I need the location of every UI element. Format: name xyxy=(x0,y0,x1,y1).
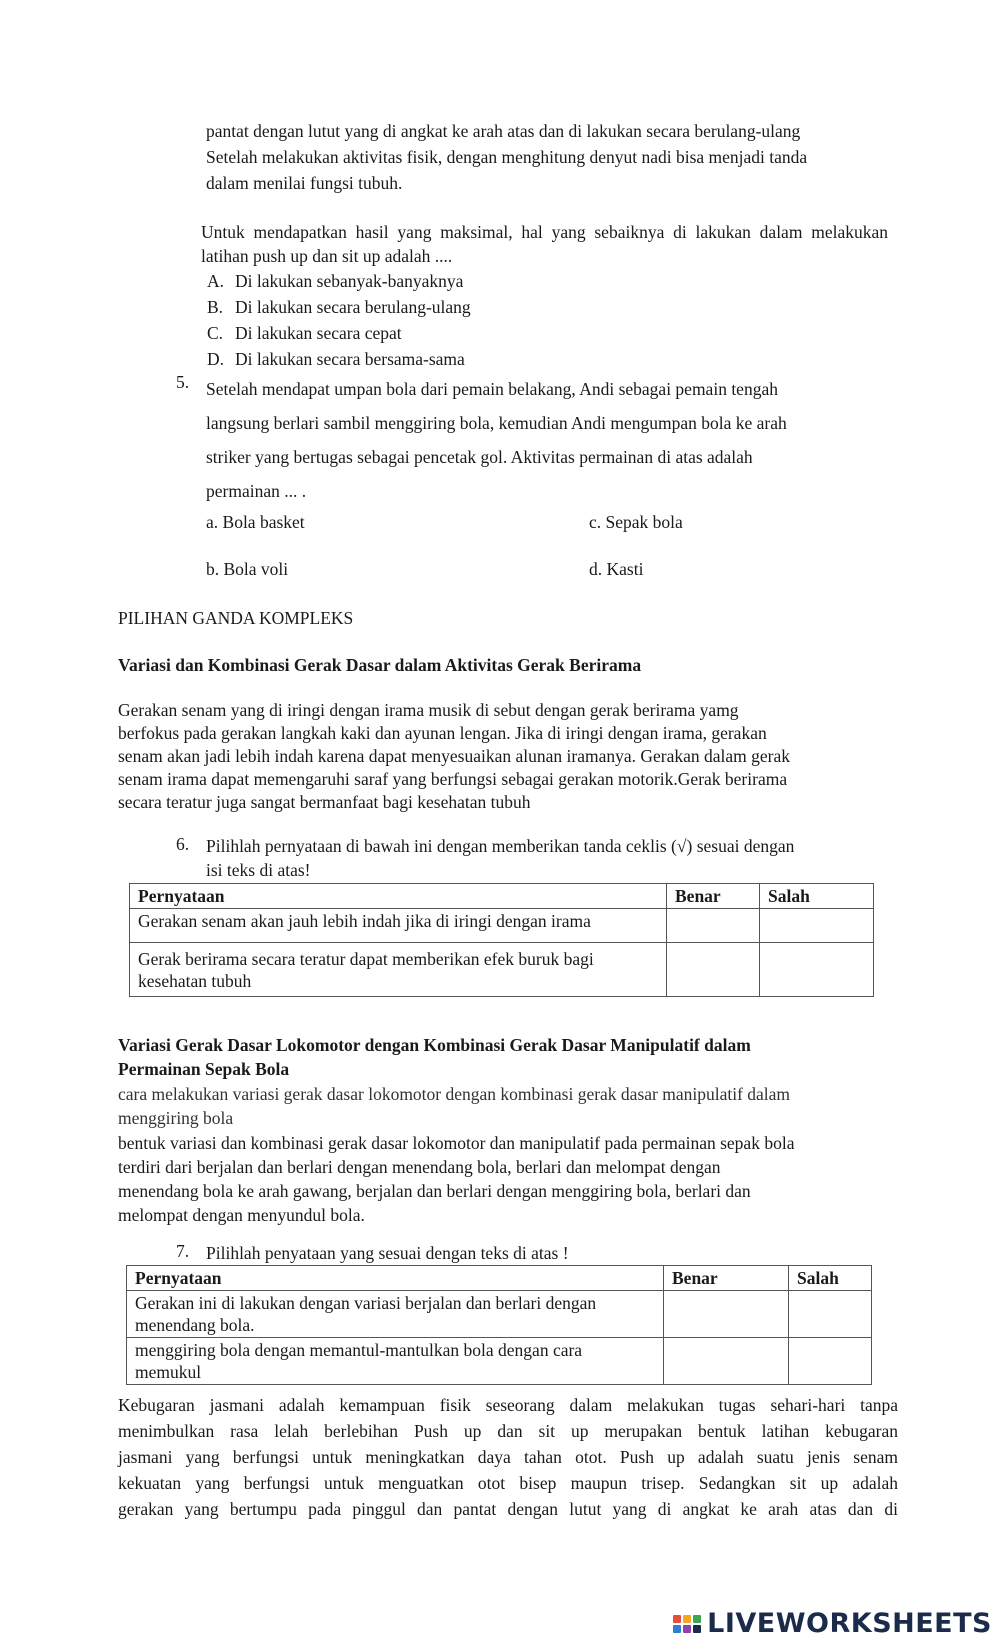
paragraph-gerak-berirama xyxy=(118,699,898,814)
paragraph-line: gerakan yang bertumpu pada pinggul dan pantat dengan lutut yang di angkat ke arah atas dan di xyxy=(118,1499,898,1519)
q5-line: striker yang bertugas sebagai pencetak gol. Aktivitas permainan di atas adalah xyxy=(206,447,753,467)
salah-checkbox-cell[interactable] xyxy=(789,1338,872,1385)
paragraph-line: bentuk variasi dan kombinasi gerak dasar lokomotor dan manipulatif pada permainan sepak bola xyxy=(118,1133,795,1153)
salah-checkbox-cell[interactable] xyxy=(760,909,874,943)
q5-number: 5. xyxy=(176,372,190,392)
q4-option-b[interactable]: B. Di lakukan secara berulang-ulang xyxy=(207,297,471,317)
q5-line: langsung berlari sambil menggiring bola, kemudian Andi mengumpan bola ke arah xyxy=(206,413,787,433)
liveworksheets-logo xyxy=(673,1608,992,1639)
header-benar: Benar xyxy=(664,1266,789,1291)
header-pernyataan: Pernyataan xyxy=(127,1266,664,1291)
intro-paragraph xyxy=(206,118,888,196)
benar-checkbox-cell[interactable] xyxy=(667,909,760,943)
q4-option-a[interactable]: A. Di lakukan sebanyak-banyaknya xyxy=(207,271,464,291)
q5-option-c[interactable]: c. Sepak bola xyxy=(589,512,683,532)
q4-options xyxy=(207,268,707,372)
q6-line: isi teks di atas! xyxy=(206,860,311,880)
paragraph-menggiring-bola xyxy=(118,1082,908,1130)
header-pernyataan: Pernyataan xyxy=(130,884,667,909)
q4-option-d[interactable]: D. Di lakukan secara bersama-sama xyxy=(207,349,465,369)
q5-option-a[interactable]: a. Bola basket xyxy=(206,512,305,532)
section-title: PILIHAN GANDA KOMPLEKS xyxy=(118,608,354,628)
paragraph-line: menimbulkan rasa lelah berlebihan Push up dan sit up merupakan bentuk latihan kebugaran xyxy=(118,1421,898,1441)
paragraph-line: cara melakukan variasi gerak dasar lokomotor dengan kombinasi gerak dasar manipulatif dalam xyxy=(118,1084,791,1104)
paragraph-line: senam irama dapat memengaruhi saraf yang berfungsi sebagai gerakan motorik.Gerak berirama xyxy=(118,769,788,789)
q7-question: Pilihlah penyataan yang sesuai dengan teks di atas ! xyxy=(206,1243,569,1263)
paragraph-line: melompat dengan menyundul bola. xyxy=(118,1205,365,1225)
header-benar: Benar xyxy=(667,884,760,909)
q5-line: Setelah mendapat umpan bola dari pemain belakang, Andi sebagai pemain tengah xyxy=(206,379,778,399)
table-header-row xyxy=(127,1266,872,1291)
intro-line: dalam menilai fungsi tubuh. xyxy=(206,173,403,193)
statement-cell: menggiring bola dengan memantul-mantulkan bola dengan cara memukul xyxy=(127,1338,664,1385)
paragraph-line: jasmani yang berfungsi untuk meningkatkan daya tahan otot. Push up adalah suatu jenis senam xyxy=(118,1447,898,1467)
intro-line: pantat dengan lutut yang di angkat ke arah atas dan di lakukan secara berulang-ulang xyxy=(206,121,801,141)
statement-cell: Gerak berirama secara teratur dapat memberikan efek buruk bagi kesehatan tubuh xyxy=(130,943,667,997)
paragraph-line: secara teratur juga sangat bermanfaat bagi kesehatan tubuh xyxy=(118,792,531,812)
q6-number: 6. xyxy=(176,834,190,854)
paragraph-variasi-kombinasi xyxy=(118,1131,908,1227)
liveworksheets-logo-text: LIVEWORKSHEETS xyxy=(707,1608,992,1639)
table-header-row xyxy=(130,884,874,909)
table-row xyxy=(130,909,874,943)
paragraph-line: Kebugaran jasmani adalah kemampuan fisik seseorang dalam melakukan tugas sehari-hari tanpa xyxy=(118,1395,898,1415)
heading-gerak-berirama: Variasi dan Kombinasi Gerak Dasar dalam Aktivitas Gerak Berirama xyxy=(118,655,642,675)
q6-table xyxy=(129,883,874,997)
q4-option-c[interactable]: C. Di lakukan secara cepat xyxy=(207,323,402,343)
q5-option-d[interactable]: d. Kasti xyxy=(589,559,644,579)
paragraph-line: Gerakan senam yang di iringi dengan irama musik di sebut dengan gerak berirama yamg xyxy=(118,700,739,720)
table-row xyxy=(127,1338,872,1385)
q6-line: Pilihlah pernyataan di bawah ini dengan memberikan tanda ceklis (√) sesuai dengan xyxy=(206,836,795,856)
paragraph-line: menggiring bola xyxy=(118,1108,234,1128)
paragraph-line: menendang bola ke arah gawang, berjalan dan berlari dengan menggiring bola, berlari dan xyxy=(118,1181,751,1201)
benar-checkbox-cell[interactable] xyxy=(664,1291,789,1338)
table-row xyxy=(130,943,874,997)
salah-checkbox-cell[interactable] xyxy=(760,943,874,997)
paragraph-line: berfokus pada gerakan langkah kaki dan ayunan lengan. Jika di iringi dengan irama, gerakan xyxy=(118,723,767,743)
q7-table xyxy=(126,1265,872,1385)
q6-question xyxy=(206,834,896,882)
statement-cell: Gerakan ini di lakukan dengan variasi berjalan dan berlari dengan menendang bola. xyxy=(127,1291,664,1338)
q4-question: Untuk mendapatkan hasil yang maksimal, hal yang sebaiknya di lakukan dalam melakukan latihan push up dan sit up adalah .... xyxy=(201,222,888,266)
q5-line: permainan ... . xyxy=(206,481,307,501)
table-row xyxy=(127,1291,872,1338)
paragraph-kebugaran-jasmani xyxy=(118,1392,898,1522)
benar-checkbox-cell[interactable] xyxy=(664,1338,789,1385)
statement-cell: Gerakan senam akan jauh lebih indah jika di iringi dengan irama xyxy=(130,909,667,943)
q7-number: 7. xyxy=(176,1241,190,1261)
salah-checkbox-cell[interactable] xyxy=(789,1291,872,1338)
header-salah: Salah xyxy=(789,1266,872,1291)
intro-line: Setelah melakukan aktivitas fisik, dengan menghitung denyut nadi bisa menjadi tanda xyxy=(206,147,808,167)
paragraph-line: senam akan jadi lebih indah karena dapat menyesuaikan alunan iramanya. Gerakan dalam gerak xyxy=(118,746,790,766)
benar-checkbox-cell[interactable] xyxy=(667,943,760,997)
paragraph-line: terdiri dari berjalan dan berlari dengan menendang bola, berlari dan melompat dengan xyxy=(118,1157,721,1177)
paragraph-line: kekuatan yang berfungsi untuk menguatkan otot bisep maupun trisep. Sedangkan sit up adalah xyxy=(118,1473,898,1493)
q5-option-b[interactable]: b. Bola voli xyxy=(206,559,289,579)
liveworksheets-logo-icon xyxy=(673,1615,701,1633)
q5-question xyxy=(206,372,896,508)
header-salah: Salah xyxy=(760,884,874,909)
heading-sepak-bola: Variasi Gerak Dasar Lokomotor dengan Kombinasi Gerak Dasar Manipulatif dalam Permainan Sepak Bola xyxy=(118,1035,751,1079)
